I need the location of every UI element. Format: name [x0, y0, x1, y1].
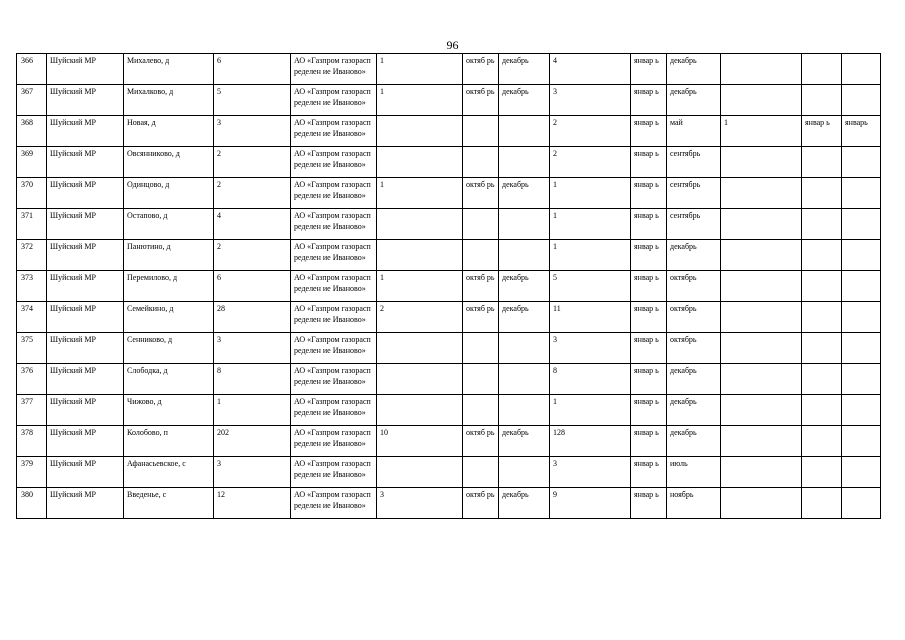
cell-settlement: Михалково, д	[124, 85, 214, 116]
cell-households-count: 3	[214, 457, 291, 488]
cell-plan2-end-month: сентябрь	[667, 178, 721, 209]
cell-row-number: 369	[17, 147, 47, 178]
cell-operator: АО «Газпром газораспределен ие Иваново»	[291, 147, 377, 178]
cell-plan3-start-month	[802, 395, 842, 426]
cell-plan3-count	[721, 240, 802, 271]
cell-plan1-start-month	[463, 457, 499, 488]
cell-plan2-start-month: январ ь	[631, 85, 667, 116]
cell-plan3-count	[721, 395, 802, 426]
cell-plan3-count	[721, 488, 802, 519]
cell-plan1-end-month: декабрь	[499, 54, 550, 85]
cell-settlement: Колобово, п	[124, 426, 214, 457]
cell-households-count: 6	[214, 54, 291, 85]
table-row	[17, 271, 881, 302]
cell-plan3-start-month	[802, 302, 842, 333]
cell-plan2-start-month: январ ь	[631, 333, 667, 364]
cell-row-number: 374	[17, 302, 47, 333]
cell-households-count: 2	[214, 147, 291, 178]
cell-settlement: Введенье, с	[124, 488, 214, 519]
cell-settlement: Семейкино, д	[124, 302, 214, 333]
cell-plan1-count	[377, 395, 463, 426]
cell-plan1-count: 1	[377, 178, 463, 209]
cell-plan3-start-month	[802, 364, 842, 395]
cell-plan1-start-month	[463, 116, 499, 147]
cell-plan2-end-month: декабрь	[667, 54, 721, 85]
table-row	[17, 147, 881, 178]
cell-plan2-end-month: декабрь	[667, 395, 721, 426]
cell-operator: АО «Газпром газораспределен ие Иваново»	[291, 54, 377, 85]
cell-plan2-count: 4	[550, 54, 631, 85]
cell-plan3-end-month	[842, 488, 881, 519]
cell-plan1-start-month: октяб рь	[463, 178, 499, 209]
cell-plan1-start-month: октяб рь	[463, 426, 499, 457]
cell-settlement: Сенниково, д	[124, 333, 214, 364]
cell-plan3-start-month	[802, 178, 842, 209]
table-row	[17, 302, 881, 333]
cell-plan2-start-month: январ ь	[631, 364, 667, 395]
cell-plan3-count	[721, 271, 802, 302]
cell-plan3-start-month	[802, 147, 842, 178]
cell-district: Шуйский МР	[47, 333, 124, 364]
cell-plan2-end-month: сентябрь	[667, 209, 721, 240]
cell-plan2-count: 5	[550, 271, 631, 302]
cell-plan1-count: 1	[377, 54, 463, 85]
cell-operator: АО «Газпром газораспределен ие Иваново»	[291, 209, 377, 240]
cell-plan2-count: 2	[550, 147, 631, 178]
table-row	[17, 333, 881, 364]
cell-district: Шуйский МР	[47, 209, 124, 240]
cell-plan2-end-month: декабрь	[667, 85, 721, 116]
cell-plan1-count: 3	[377, 488, 463, 519]
cell-plan3-count	[721, 54, 802, 85]
cell-district: Шуйский МР	[47, 395, 124, 426]
cell-plan2-end-month: июль	[667, 457, 721, 488]
cell-district: Шуйский МР	[47, 85, 124, 116]
cell-plan3-count	[721, 426, 802, 457]
cell-district: Шуйский МР	[47, 457, 124, 488]
cell-plan3-end-month	[842, 426, 881, 457]
cell-settlement: Чижово, д	[124, 395, 214, 426]
cell-plan1-start-month	[463, 333, 499, 364]
cell-plan3-start-month	[802, 426, 842, 457]
cell-plan1-start-month	[463, 364, 499, 395]
cell-district: Шуйский МР	[47, 302, 124, 333]
cell-plan2-start-month: январ ь	[631, 209, 667, 240]
cell-plan2-start-month: январ ь	[631, 488, 667, 519]
cell-households-count: 6	[214, 271, 291, 302]
cell-plan3-end-month	[842, 240, 881, 271]
cell-households-count: 4	[214, 209, 291, 240]
cell-district: Шуйский МР	[47, 271, 124, 302]
cell-plan1-count: 10	[377, 426, 463, 457]
cell-settlement: Панютино, д	[124, 240, 214, 271]
cell-plan3-count	[721, 302, 802, 333]
table-row	[17, 240, 881, 271]
cell-plan1-end-month	[499, 364, 550, 395]
cell-plan3-count	[721, 178, 802, 209]
cell-plan3-count	[721, 457, 802, 488]
cell-district: Шуйский МР	[47, 426, 124, 457]
cell-plan3-count	[721, 364, 802, 395]
cell-plan1-end-month: декабрь	[499, 426, 550, 457]
cell-plan1-count: 2	[377, 302, 463, 333]
cell-plan3-end-month	[842, 333, 881, 364]
cell-plan2-count: 1	[550, 395, 631, 426]
cell-settlement: Овсянниково, д	[124, 147, 214, 178]
cell-plan1-end-month: декабрь	[499, 178, 550, 209]
cell-operator: АО «Газпром газораспределен ие Иваново»	[291, 457, 377, 488]
cell-plan1-end-month: декабрь	[499, 85, 550, 116]
cell-operator: АО «Газпром газораспределен ие Иваново»	[291, 240, 377, 271]
cell-row-number: 380	[17, 488, 47, 519]
cell-plan1-end-month	[499, 209, 550, 240]
cell-plan3-end-month	[842, 85, 881, 116]
cell-plan3-start-month	[802, 85, 842, 116]
cell-operator: АО «Газпром газораспределен ие Иваново»	[291, 395, 377, 426]
cell-plan3-start-month	[802, 240, 842, 271]
cell-plan3-count	[721, 147, 802, 178]
cell-plan3-end-month	[842, 209, 881, 240]
cell-row-number: 370	[17, 178, 47, 209]
cell-plan2-count: 1	[550, 178, 631, 209]
cell-plan1-count	[377, 240, 463, 271]
cell-households-count: 5	[214, 85, 291, 116]
cell-plan1-count	[377, 457, 463, 488]
cell-operator: АО «Газпром газораспределен ие Иваново»	[291, 333, 377, 364]
cell-plan2-count: 3	[550, 457, 631, 488]
cell-plan2-count: 1	[550, 209, 631, 240]
cell-row-number: 375	[17, 333, 47, 364]
cell-plan1-start-month: октяб рь	[463, 488, 499, 519]
cell-plan3-count: 1	[721, 116, 802, 147]
cell-plan2-count: 128	[550, 426, 631, 457]
cell-households-count: 28	[214, 302, 291, 333]
cell-plan1-end-month: декабрь	[499, 488, 550, 519]
cell-plan1-count	[377, 209, 463, 240]
cell-row-number: 371	[17, 209, 47, 240]
cell-plan1-count	[377, 147, 463, 178]
cell-district: Шуйский МР	[47, 364, 124, 395]
cell-plan1-count	[377, 116, 463, 147]
cell-households-count: 2	[214, 240, 291, 271]
cell-settlement: Остапово, д	[124, 209, 214, 240]
cell-plan2-end-month: май	[667, 116, 721, 147]
cell-plan1-end-month	[499, 116, 550, 147]
cell-plan1-start-month: октяб рь	[463, 54, 499, 85]
gasification-table	[16, 53, 881, 519]
cell-row-number: 366	[17, 54, 47, 85]
cell-plan1-count: 1	[377, 271, 463, 302]
cell-operator: АО «Газпром газораспределен ие Иваново»	[291, 178, 377, 209]
cell-plan2-start-month: январ ь	[631, 457, 667, 488]
cell-plan3-end-month	[842, 395, 881, 426]
cell-row-number: 373	[17, 271, 47, 302]
cell-operator: АО «Газпром газораспределен ие Иваново»	[291, 85, 377, 116]
cell-plan2-end-month: декабрь	[667, 426, 721, 457]
cell-plan2-start-month: январ ь	[631, 395, 667, 426]
cell-plan1-end-month	[499, 333, 550, 364]
cell-plan2-count: 9	[550, 488, 631, 519]
cell-plan3-count	[721, 209, 802, 240]
cell-plan1-count	[377, 364, 463, 395]
cell-operator: АО «Газпром газораспределен ие Иваново»	[291, 116, 377, 147]
table-row	[17, 178, 881, 209]
cell-plan2-end-month: октябрь	[667, 333, 721, 364]
cell-settlement: Михалево, д	[124, 54, 214, 85]
table-body	[17, 54, 881, 519]
cell-operator: АО «Газпром газораспределен ие Иваново»	[291, 364, 377, 395]
cell-plan1-start-month: октяб рь	[463, 302, 499, 333]
cell-plan1-end-month: декабрь	[499, 302, 550, 333]
cell-households-count: 8	[214, 364, 291, 395]
cell-plan3-end-month	[842, 54, 881, 85]
cell-plan3-start-month	[802, 488, 842, 519]
cell-plan2-end-month: декабрь	[667, 364, 721, 395]
cell-district: Шуйский МР	[47, 178, 124, 209]
cell-operator: АО «Газпром газораспределен ие Иваново»	[291, 271, 377, 302]
cell-plan2-count: 2	[550, 116, 631, 147]
cell-district: Шуйский МР	[47, 488, 124, 519]
cell-row-number: 367	[17, 85, 47, 116]
cell-plan2-count: 3	[550, 333, 631, 364]
cell-settlement: Афанасьевское, с	[124, 457, 214, 488]
cell-households-count: 1	[214, 395, 291, 426]
cell-plan1-end-month	[499, 457, 550, 488]
cell-plan3-start-month: январ ь	[802, 116, 842, 147]
cell-households-count: 2	[214, 178, 291, 209]
cell-plan2-start-month: январ ь	[631, 271, 667, 302]
cell-district: Шуйский МР	[47, 54, 124, 85]
cell-plan2-end-month: октябрь	[667, 271, 721, 302]
table-row	[17, 395, 881, 426]
table-row	[17, 364, 881, 395]
cell-plan2-end-month: октябрь	[667, 302, 721, 333]
cell-plan3-start-month	[802, 271, 842, 302]
cell-plan3-start-month	[802, 333, 842, 364]
cell-households-count: 3	[214, 333, 291, 364]
cell-households-count: 3	[214, 116, 291, 147]
cell-settlement: Одинцово, д	[124, 178, 214, 209]
table-row	[17, 426, 881, 457]
table-row	[17, 54, 881, 85]
cell-row-number: 379	[17, 457, 47, 488]
cell-plan2-count: 3	[550, 85, 631, 116]
cell-plan2-start-month: январ ь	[631, 116, 667, 147]
cell-plan1-start-month	[463, 209, 499, 240]
cell-plan2-start-month: январ ь	[631, 302, 667, 333]
cell-plan3-start-month	[802, 209, 842, 240]
cell-plan1-start-month	[463, 240, 499, 271]
cell-plan3-count	[721, 85, 802, 116]
cell-households-count: 12	[214, 488, 291, 519]
cell-settlement: Новая, д	[124, 116, 214, 147]
cell-plan1-count: 1	[377, 85, 463, 116]
cell-plan1-start-month: октяб рь	[463, 271, 499, 302]
cell-plan2-count: 11	[550, 302, 631, 333]
cell-plan1-end-month	[499, 240, 550, 271]
cell-plan3-end-month	[842, 364, 881, 395]
cell-plan2-end-month: сентябрь	[667, 147, 721, 178]
cell-plan1-end-month	[499, 147, 550, 178]
table-row	[17, 85, 881, 116]
cell-operator: АО «Газпром газораспределен ие Иваново»	[291, 426, 377, 457]
cell-row-number: 378	[17, 426, 47, 457]
cell-plan2-count: 8	[550, 364, 631, 395]
cell-plan1-end-month: декабрь	[499, 271, 550, 302]
cell-plan2-start-month: январ ь	[631, 147, 667, 178]
cell-settlement: Перемилово, д	[124, 271, 214, 302]
cell-plan2-start-month: январ ь	[631, 240, 667, 271]
cell-plan2-start-month: январ ь	[631, 426, 667, 457]
cell-plan2-count: 1	[550, 240, 631, 271]
cell-row-number: 372	[17, 240, 47, 271]
table-row	[17, 457, 881, 488]
cell-plan3-end-month: январь	[842, 116, 881, 147]
cell-plan3-end-month	[842, 271, 881, 302]
cell-plan3-count	[721, 333, 802, 364]
cell-plan3-start-month	[802, 54, 842, 85]
cell-district: Шуйский МР	[47, 240, 124, 271]
cell-plan1-start-month: октяб рь	[463, 85, 499, 116]
cell-plan1-end-month	[499, 395, 550, 426]
cell-plan1-count	[377, 333, 463, 364]
cell-plan3-end-month	[842, 147, 881, 178]
cell-district: Шуйский МР	[47, 116, 124, 147]
cell-plan3-start-month	[802, 457, 842, 488]
cell-plan1-start-month	[463, 147, 499, 178]
table-row	[17, 116, 881, 147]
cell-plan3-end-month	[842, 302, 881, 333]
cell-row-number: 376	[17, 364, 47, 395]
cell-settlement: Слободка, д	[124, 364, 214, 395]
cell-plan2-end-month: ноябрь	[667, 488, 721, 519]
cell-plan2-end-month: декабрь	[667, 240, 721, 271]
cell-plan2-start-month: январ ь	[631, 178, 667, 209]
table-row	[17, 209, 881, 240]
cell-district: Шуйский МР	[47, 147, 124, 178]
cell-operator: АО «Газпром газораспределен ие Иваново»	[291, 488, 377, 519]
cell-row-number: 377	[17, 395, 47, 426]
cell-plan1-start-month	[463, 395, 499, 426]
cell-row-number: 368	[17, 116, 47, 147]
table-row	[17, 488, 881, 519]
cell-plan2-start-month: январ ь	[631, 54, 667, 85]
cell-operator: АО «Газпром газораспределен ие Иваново»	[291, 302, 377, 333]
cell-plan3-end-month	[842, 457, 881, 488]
page-number: 96	[446, 38, 459, 52]
cell-plan3-end-month	[842, 178, 881, 209]
cell-households-count: 202	[214, 426, 291, 457]
